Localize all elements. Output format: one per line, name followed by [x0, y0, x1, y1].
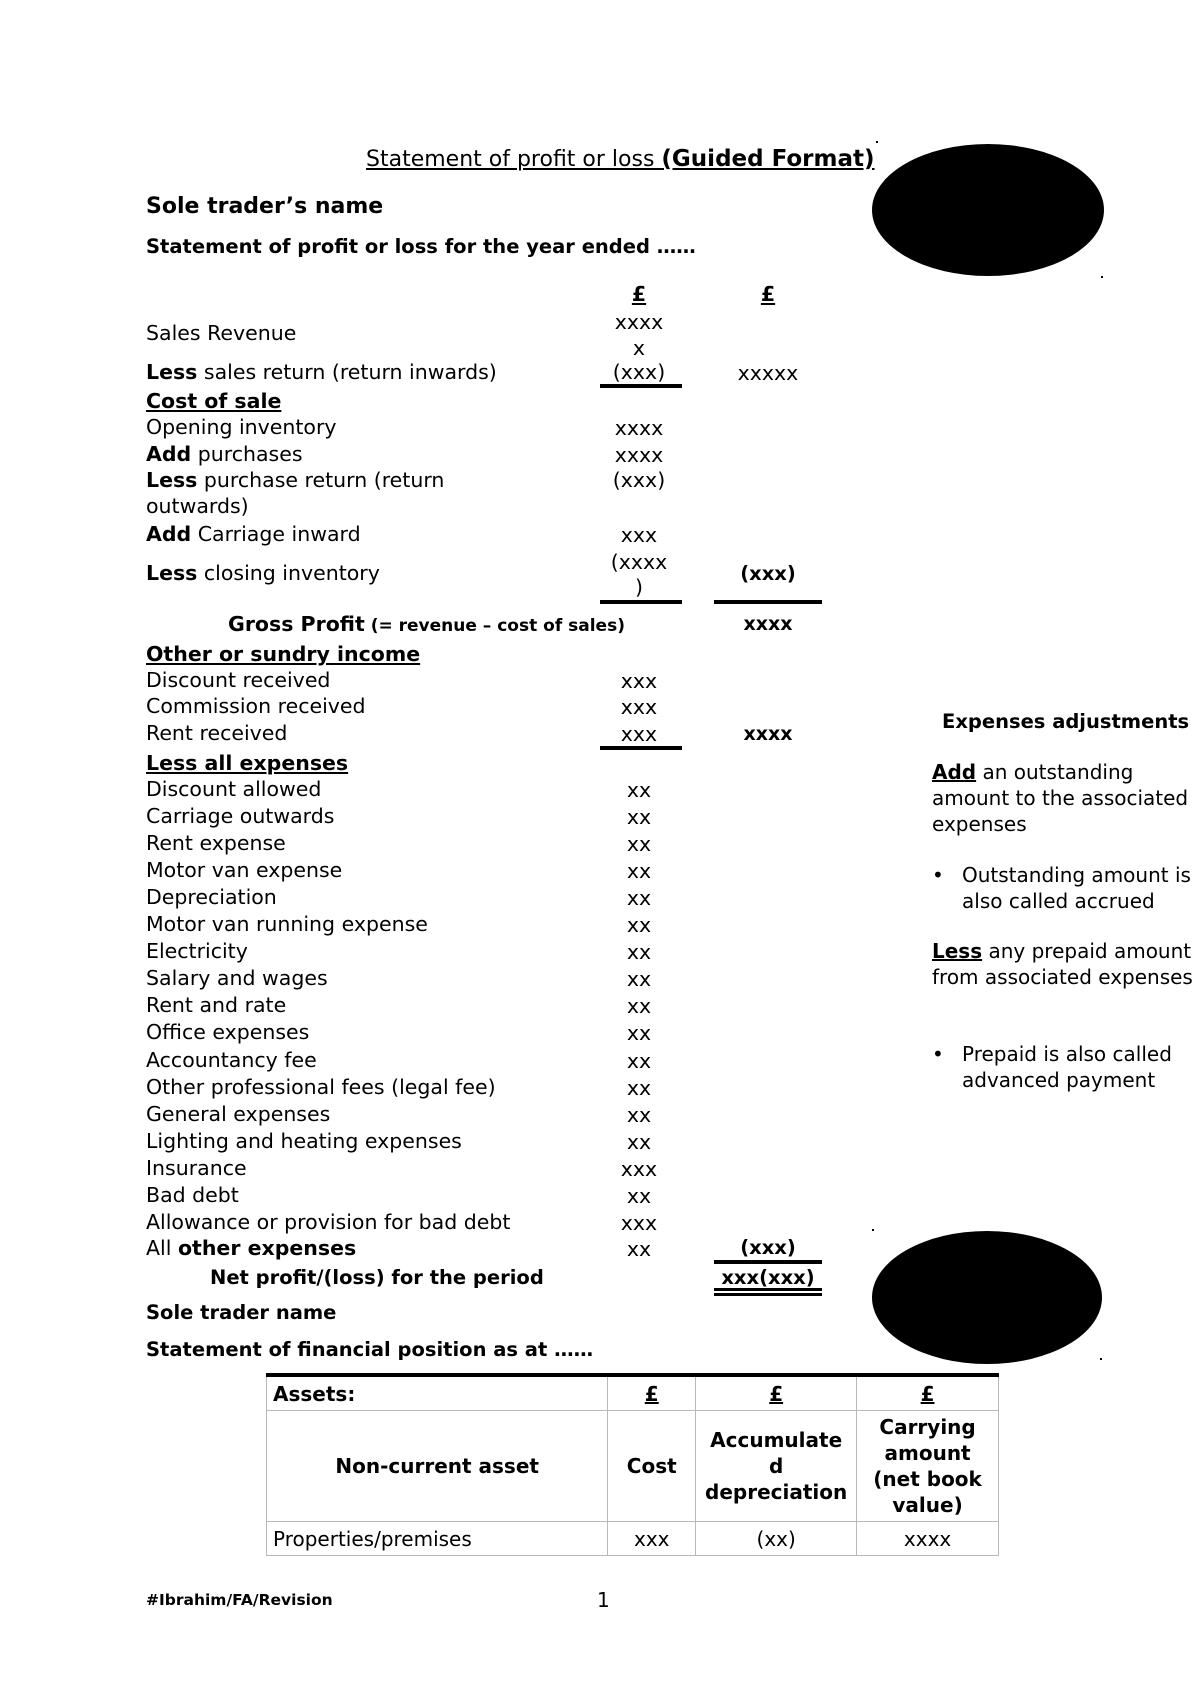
sales-return-prefix: Less: [146, 360, 198, 384]
add-word: Add: [932, 760, 977, 784]
adjustments-add: [932, 759, 1194, 837]
rule-expenses: [714, 1260, 822, 1264]
adjustments-bullet-accrued: [932, 862, 1194, 914]
carriage-inward-label: [146, 522, 361, 546]
bullet-accrued-text: Outstanding amount is also called accrued: [962, 863, 1191, 913]
bullet-prepaid-text: Prepaid is also called advanced payment: [962, 1042, 1172, 1092]
asset-cost: xxx: [608, 1522, 696, 1556]
closing-inventory-value-b: ): [635, 575, 643, 599]
commission-received-label: Commission received: [146, 694, 366, 718]
commission-received-value: xxx: [620, 695, 658, 719]
adjustments-heading: Expenses adjustments: [942, 710, 1190, 733]
stray-dot: [876, 141, 878, 143]
currency-dep: £: [696, 1375, 857, 1411]
expense-value: xx: [626, 1021, 652, 1045]
col2-currency: £: [760, 282, 776, 306]
expense-value: xx: [626, 913, 652, 937]
sfp-currency-row: [267, 1375, 999, 1411]
other-expenses-prefix: All: [146, 1236, 178, 1260]
expense-label: Depreciation: [146, 885, 277, 909]
rent-received-value: xxx: [620, 722, 658, 746]
rule-income: [600, 746, 682, 750]
gross-profit-note: (= revenue – cost of sales): [364, 616, 625, 636]
net-profit-value: xxx(xxx): [721, 1266, 815, 1289]
discount-received-value: xxx: [620, 669, 658, 693]
stray-dot: [1100, 1358, 1102, 1360]
less-word: Less: [932, 939, 983, 963]
expense-value: xxx: [620, 1211, 658, 1235]
net-profit-label: Net profit/(loss) for the period: [210, 1266, 544, 1289]
expense-label: Other professional fees (legal fee): [146, 1075, 496, 1099]
opening-inventory-label: Opening inventory: [146, 415, 337, 439]
redaction-blob-top: [872, 144, 1104, 276]
purchases-value: xxxx: [614, 443, 664, 467]
rule-sales: [600, 384, 682, 388]
other-expenses-label: [146, 1236, 356, 1260]
adjustments-less: [932, 938, 1194, 990]
purchase-return-prefix: Less: [146, 468, 198, 492]
expense-label: Insurance: [146, 1156, 247, 1180]
header-non-current-asset: Non-current asset: [267, 1411, 608, 1522]
header-carrying-amount: Carrying amount (net book value): [857, 1411, 999, 1522]
col1-currency: £: [631, 282, 647, 306]
closing-inventory-text: closing inventory: [197, 561, 380, 585]
other-expenses-value: xx: [626, 1237, 652, 1261]
sales-value-a: xxxx: [614, 310, 664, 334]
expense-value: xx: [626, 1130, 652, 1154]
sfp-heading: Statement of financial position as at ……: [146, 1338, 594, 1361]
expense-value: xx: [626, 1049, 652, 1073]
expense-value: xx: [626, 886, 652, 910]
sales-value-b: x: [632, 336, 646, 360]
rule-net-profit-1: [714, 1288, 822, 1291]
adjustments-bullet-prepaid: [932, 1041, 1194, 1093]
trader-name-2: Sole trader name: [146, 1301, 337, 1324]
expense-value: xx: [626, 859, 652, 883]
purchase-return-label-2: outwards): [146, 494, 249, 518]
gross-profit-value: xxxx: [743, 613, 793, 635]
title-format: (Guided Format): [661, 146, 875, 172]
stray-dot: [1101, 276, 1103, 278]
expense-label: Carriage outwards: [146, 804, 335, 828]
closing-inventory-prefix: Less: [146, 561, 198, 585]
sales-return-value: (xxx): [612, 360, 666, 384]
expense-value: xx: [626, 1184, 652, 1208]
expense-value: xx: [626, 778, 652, 802]
expense-label: Salary and wages: [146, 966, 328, 990]
expense-label: Discount allowed: [146, 777, 322, 801]
total-expenses-value: (xxx): [740, 1236, 796, 1259]
expense-value: xxx: [620, 1157, 658, 1181]
sales-label: Sales Revenue: [146, 321, 297, 345]
title-main: Statement of profit or loss: [366, 147, 662, 172]
trader-name: Sole trader’s name: [146, 194, 384, 219]
other-expenses-text: other expenses: [177, 1236, 357, 1260]
assets-label: Assets:: [267, 1375, 608, 1411]
expense-label: Rent expense: [146, 831, 286, 855]
other-income-heading: Other or sundry income: [146, 642, 421, 666]
purchase-return-label: [146, 468, 444, 492]
rent-received-label: Rent received: [146, 721, 288, 745]
stray-dot: [872, 1229, 874, 1231]
purchase-return-value: (xxx): [612, 468, 666, 492]
footer-reference: #Ibrahim/FA/Revision: [146, 1591, 333, 1609]
redaction-blob-bottom: [872, 1231, 1102, 1364]
header-cost: Cost: [608, 1411, 696, 1522]
expense-label: Electricity: [146, 939, 248, 963]
sfp-table: [266, 1373, 999, 1556]
table-row: [267, 1522, 999, 1556]
gross-profit-label: [228, 612, 625, 636]
asset-carrying: xxxx: [857, 1522, 999, 1556]
expense-value: xx: [626, 805, 652, 829]
rule-net-profit-2: [714, 1293, 822, 1296]
sales-return-text: sales return (return inwards): [197, 360, 497, 384]
purchases-label: [146, 442, 303, 466]
net-sales-value: xxxxx: [737, 361, 799, 385]
expense-label: Rent and rate: [146, 993, 287, 1017]
purchases-prefix: Add: [146, 442, 192, 466]
expense-label: Accountancy fee: [146, 1048, 317, 1072]
expenses-heading: Less all expenses: [146, 751, 349, 775]
gross-profit-text: Gross Profit: [228, 612, 365, 636]
expense-label: Bad debt: [146, 1183, 239, 1207]
currency-carry: £: [857, 1375, 999, 1411]
carriage-inward-prefix: Add: [146, 522, 192, 546]
purchases-text: purchases: [191, 442, 303, 466]
page-number: 1: [597, 1588, 610, 1612]
expense-label: Allowance or provision for bad debt: [146, 1210, 511, 1234]
rule-closing-col1: [600, 600, 682, 604]
add-text: an outstanding amount to the associated expenses: [932, 760, 1189, 836]
bullet-icon: •: [932, 863, 944, 887]
closing-inventory-label: [146, 561, 380, 585]
expense-value: xx: [626, 832, 652, 856]
currency-cost: £: [608, 1375, 696, 1411]
pl-heading: Statement of profit or loss for the year ended ……: [146, 235, 696, 258]
carriage-inward-text: Carriage inward: [191, 522, 361, 546]
purchase-return-text: purchase return (return: [197, 468, 445, 492]
expense-value: xx: [626, 994, 652, 1018]
less-text: any prepaid amount from associated expenses: [932, 939, 1193, 989]
closing-inventory-value-a: (xxxx: [610, 550, 668, 574]
opening-inventory-value: xxxx: [614, 416, 664, 440]
asset-depreciation: (xx): [696, 1522, 857, 1556]
document-title: [366, 146, 875, 172]
asset-name: Properties/premises: [267, 1522, 608, 1556]
sales-return-label: [146, 360, 497, 384]
expense-label: Office expenses: [146, 1020, 310, 1044]
cost-of-sale-heading: Cost of sale: [146, 389, 282, 413]
expense-label: Motor van expense: [146, 858, 343, 882]
carriage-inward-value: xxx: [620, 523, 658, 547]
discount-received-label: Discount received: [146, 668, 331, 692]
other-income-total: xxxx: [743, 723, 793, 745]
expense-label: General expenses: [146, 1102, 331, 1126]
cost-of-sales-total: (xxx): [740, 562, 796, 585]
expense-value: xx: [626, 1076, 652, 1100]
sfp-header-row: [267, 1411, 999, 1522]
bullet-icon: •: [932, 1042, 944, 1066]
expense-value: xx: [626, 1103, 652, 1127]
expense-label: Lighting and heating expenses: [146, 1129, 462, 1153]
expense-value: xx: [626, 940, 652, 964]
rule-closing-col2: [714, 600, 822, 604]
expense-value: xx: [626, 967, 652, 991]
expense-label: Motor van running expense: [146, 912, 428, 936]
header-accumulated-depreciation: Accumulate d depreciation: [696, 1411, 857, 1522]
